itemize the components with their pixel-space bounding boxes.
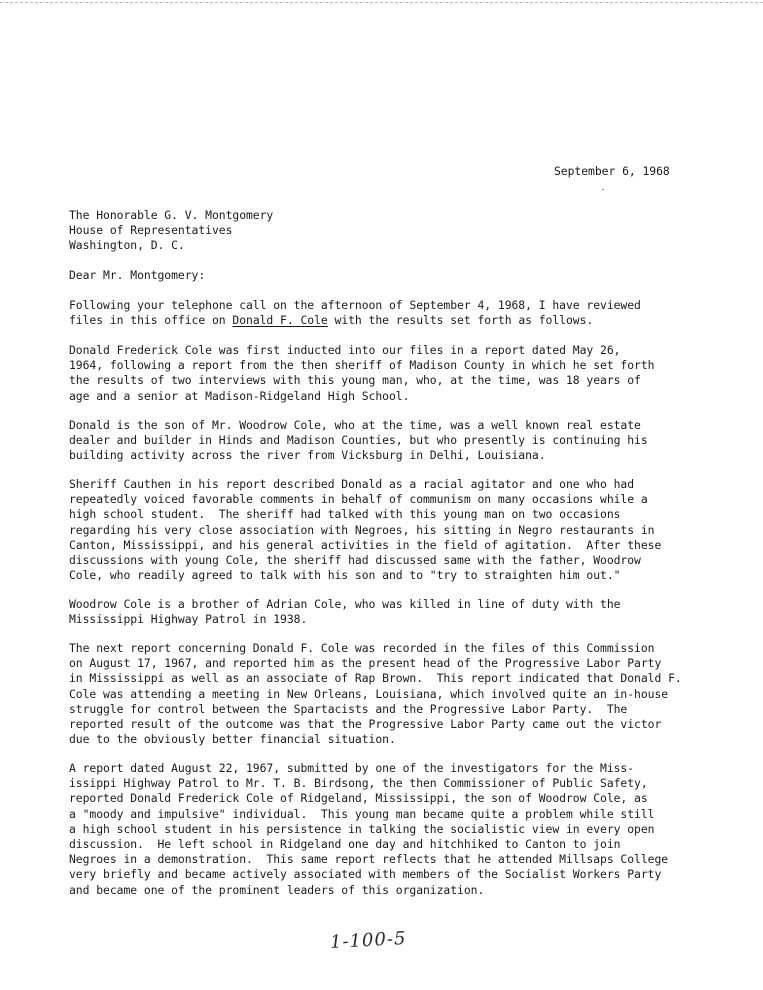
recipient-address [69, 208, 749, 254]
paragraph-line: Sheriff Cauthen in his report described Donald as a racial agitator and one who had [69, 477, 635, 491]
intro-text: with the results set forth as follows. [327, 313, 594, 328]
recipient-line: The Honorable G. V. Montgomery [69, 208, 274, 222]
salutation [69, 268, 749, 283]
paragraph-line: Canton, Mississippi, and his general activities in the field of agitation. After these [69, 537, 662, 552]
paragraph-line: Cole, who readily agreed to talk with his son and to "try to straighten him out." [69, 568, 621, 583]
intro-text: files in this office on [69, 313, 233, 328]
paragraph-line: discussion. He left school in Ridgeland one day and hitchhiked to Canton to join [69, 836, 621, 851]
paragraph-line: Following your telephone call on the afternoon of September 4, 1968, I have reviewed [69, 298, 641, 312]
paragraph-line: dealer and builder in Hinds and Madison Counties, but who presently is continuing his [69, 433, 648, 448]
paragraph-line: on August 17, 1967, and reported him as the present head of the Progressive Labor Party [69, 656, 662, 671]
paragraph-line: discussions with young Cole, the sheriff had discussed same with the father, Woodrow [69, 552, 641, 567]
paragraph-line: in Mississippi as well as an associate of Rap Brown. This report indicated that Donald F. [69, 671, 682, 686]
paragraph-father [69, 418, 749, 464]
paragraph-line: regarding his very close association with Negroes, his sitting in Negro restaurants in [69, 522, 655, 537]
paragraph-line: The next report concerning Donald F. Cole was recorded in the files of this Commission [69, 641, 655, 655]
salutation-line: Dear Mr. Montgomery: [69, 268, 206, 282]
subject-name-underlined: Donald F. Cole [232, 313, 328, 328]
letter-date: September 6, 1968 [554, 164, 670, 178]
paragraph-line: Donald Frederick Cole was first inducted into our files in a report dated May 26, [69, 343, 621, 357]
paragraph-line: due to the obviously better financial situation. [69, 732, 396, 747]
paragraph-line: struggle for control between the Spartacists and the Progressive Labor Party. The [69, 701, 628, 716]
handwritten-page-number: 1-100-5 [329, 928, 407, 953]
paragraph-line: A report dated August 22, 1967, submitted by one of the investigators for the Miss- [69, 761, 635, 775]
paragraph-line: issippi Highway Patrol to Mr. T. B. Birdsong, the then Commissioner of Public Safety, [69, 776, 648, 791]
paragraph-line: very briefly and became actively associated with members of the Socialist Workers Party [69, 867, 662, 882]
paragraph-line [69, 313, 749, 328]
paragraph-line: the results of two interviews with this young man, who, at the time, was 18 years of [69, 373, 641, 388]
paragraph-line: Donald is the son of Mr. Woodrow Cole, who at the time, was a well known real estate [69, 418, 641, 432]
paragraph-sheriff-report [69, 477, 749, 583]
paragraph-line: age and a senior at Madison-Ridgeland High School. [69, 388, 410, 403]
paragraph-line: Negroes in a demonstration. This same report reflects that he attended Millsaps College [69, 852, 669, 867]
page-speck [602, 189, 604, 190]
paragraph-line: a "moody and impulsive" individual. This young man became quite a problem while still [69, 806, 655, 821]
recipient-line: House of Representatives [69, 223, 233, 238]
paragraph-line: high school student. The sheriff had talked with this young man on two occasions [69, 507, 621, 522]
paragraph-line: 1964, following a report from the then sheriff of Madison County in which he set forth [69, 358, 655, 373]
paragraph-first-inducted [69, 343, 749, 404]
paragraph-line: reported result of the outcome was that the Progressive Labor Party came out the victor [69, 716, 662, 731]
paragraph-line: a high school student in his persistence in talking the socialistic view in every open [69, 821, 655, 836]
paragraph-1967-report [69, 641, 749, 747]
paragraph-line: Cole was attending a meeting in New Orleans, Louisiana, which involved quite an in-house [69, 686, 669, 701]
paragraph-highway-patrol-report [69, 761, 749, 898]
recipient-line: Washington, D. C. [69, 238, 185, 253]
paragraph-line: and became one of the prominent leaders of this organization. [69, 882, 485, 897]
paragraph-line: repeatedly voiced favorable comments in behalf of communism on many occasions while a [69, 492, 648, 507]
intro-paragraph [69, 298, 749, 328]
paragraph-line: building activity across the river from Vicksburg in Delhi, Louisiana. [69, 448, 546, 463]
paragraph-line: Mississippi Highway Patrol in 1938. [69, 612, 308, 627]
paragraph-line: Woodrow Cole is a brother of Adrian Cole, who was killed in line of duty with the [69, 597, 621, 611]
paragraph-line: reported Donald Frederick Cole of Ridgeland, Mississippi, the son of Woodrow Cole, as [69, 791, 648, 806]
paragraph-uncle [69, 597, 749, 627]
page-top-edge [0, 2, 763, 3]
